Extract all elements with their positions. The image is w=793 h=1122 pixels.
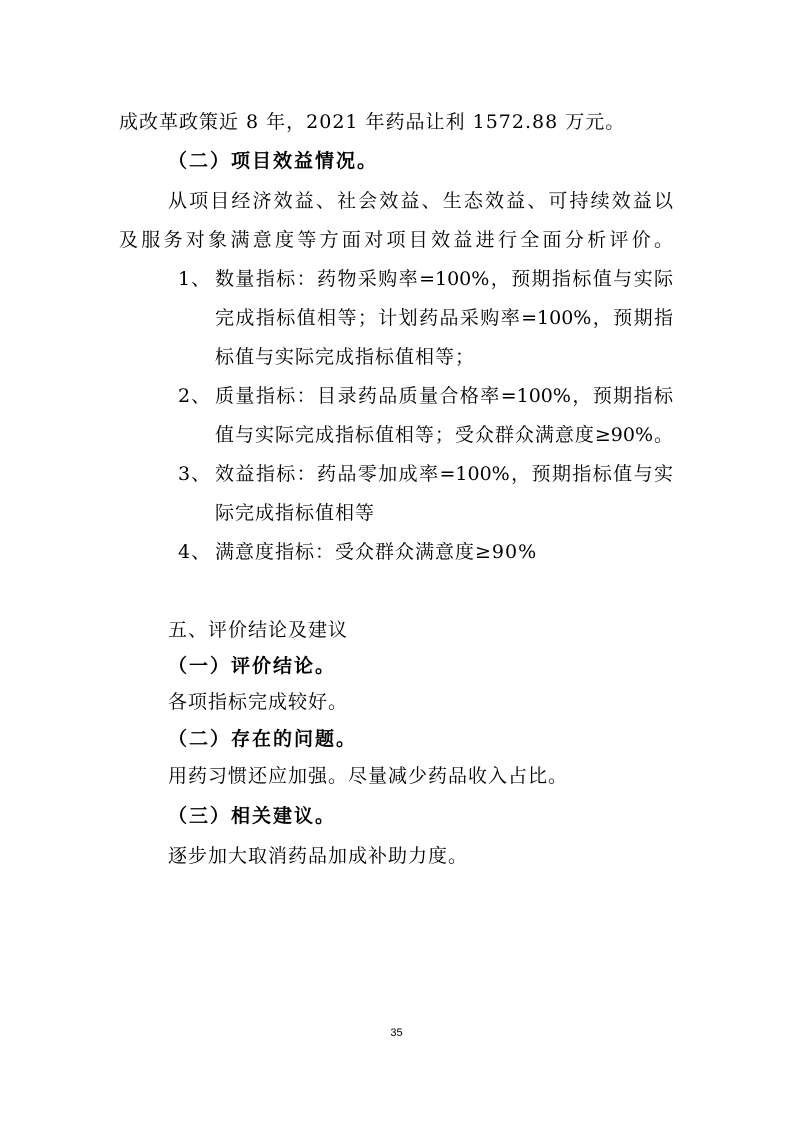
indicator-line: 质量指标：目录药品质量合格率=100%，预期指标 [215,385,673,407]
indicator-line: 值与实际完成指标值相等；受众群众满意度≥90%。 [215,424,673,446]
problems-heading: （二）存在的问题。 [168,728,358,750]
suggestions-heading: （三）相关建议。 [168,805,337,827]
problems-text: 用药习惯还应加强。尽量减少药品收入占比。 [168,765,569,787]
benefit-intro-line-2: 及服务对象满意度等方面对项目效益进行全面分析评价。 [119,229,673,251]
indicator-number: 4、 [178,541,212,563]
indicator-line: 满意度指标：受众群众满意度≥90% [215,541,538,563]
indicator-number: 2、 [178,385,212,407]
suggestions-text: 逐步加大取消药品加成补助力度。 [168,845,469,867]
benefit-intro-line-1: 从项目经济效益、社会效益、生态效益、可持续效益以 [168,190,673,212]
indicator-line: 际完成指标值相等 [215,502,376,524]
indicator-line: 完成指标值相等；计划药品采购率=100%，预期指 [215,307,673,329]
conclusion-text: 各项指标完成较好。 [168,691,349,713]
section-title: 五、评价结论及建议 [168,619,349,641]
indicator-number: 3、 [178,463,212,485]
page-number: 35 [390,1027,403,1039]
indicator-line: 数量指标：药物采购率=100%，预期指标值与实际 [215,268,673,290]
previous-paragraph-tail: 成改革政策近 8 年，2021 年药品让利 1572.88 万元。 [119,111,626,133]
indicator-line: 效益指标：药品零加成率=100%，预期指标值与实 [215,463,673,485]
conclusion-heading: （一）评价结论。 [168,655,337,677]
indicator-line: 标值与实际完成指标值相等； [215,346,476,368]
benefit-heading: （二）项目效益情况。 [168,150,379,172]
indicator-number: 1、 [178,268,212,290]
